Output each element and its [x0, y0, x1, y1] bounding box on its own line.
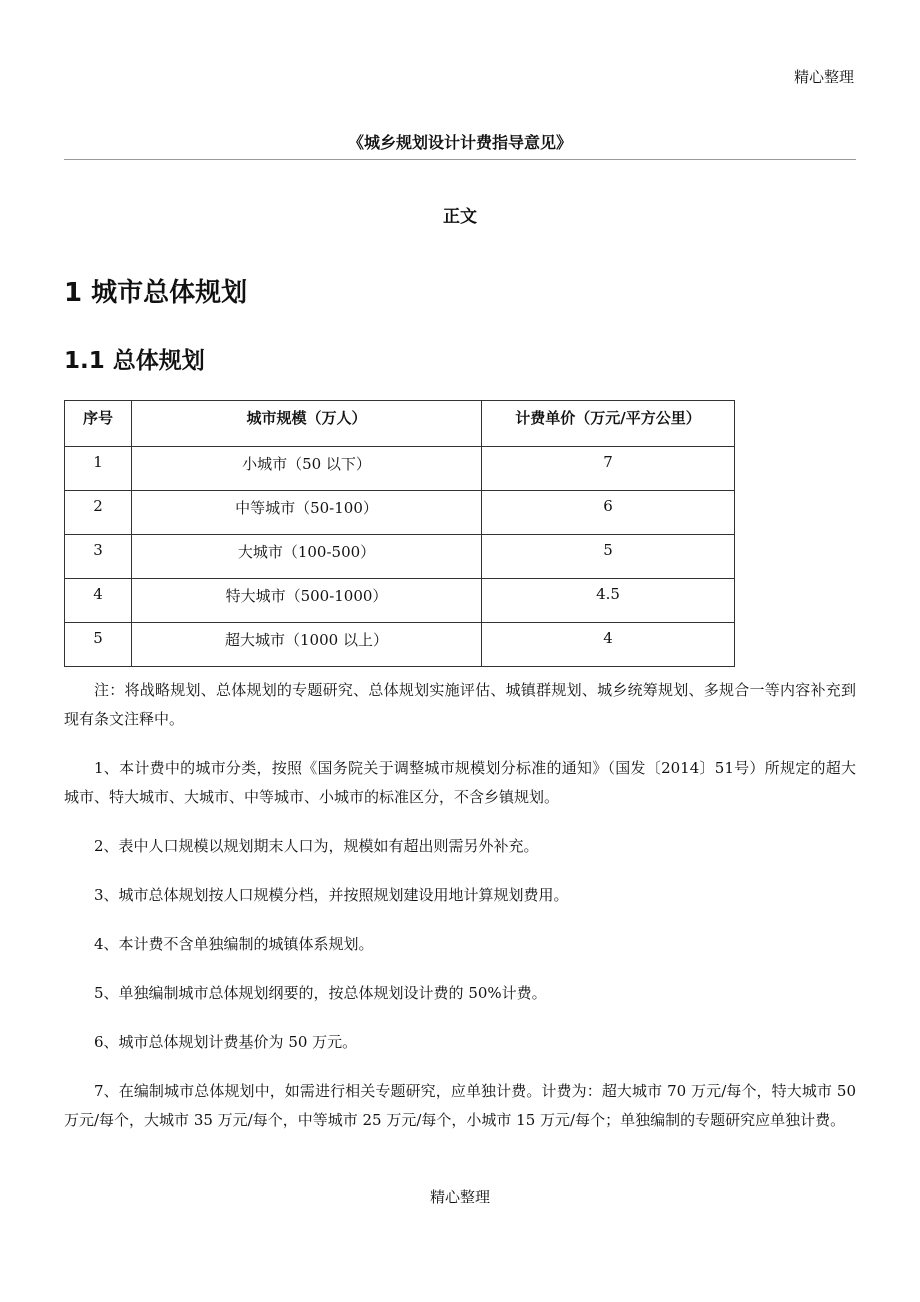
table-cell: 中等城市（50-100）	[132, 491, 482, 535]
note-paragraph: 注：将战略规划、总体规划的专题研究、总体规划实施评估、城镇群规划、城乡统筹规划、多规合一等内容补充到现有条文注释中。	[64, 681, 856, 728]
table-cell: 5	[482, 535, 735, 579]
table-cell: 大城市（100-500）	[132, 535, 482, 579]
notes-section	[64, 676, 856, 1155]
table-cell: 6	[482, 491, 735, 535]
table-cell: 特大城市（500-1000）	[132, 579, 482, 623]
table-cell: 4.5	[482, 579, 735, 623]
table-row	[65, 491, 735, 535]
section-label: 正文	[443, 207, 477, 227]
note-paragraph: 2、表中人口规模以规划期末人口为，规模如有超出则需另外补充。	[94, 837, 539, 855]
table-cell: 超大城市（1000 以上）	[132, 623, 482, 667]
note-paragraph: 4、本计费不含单独编制的城镇体系规划。	[94, 935, 374, 953]
footer-watermark: 精心整理	[429, 1188, 490, 1206]
note-paragraph: 7、在编制城市总体规划中，如需进行相关专题研究，应单独计费。计费为：超大城市 70 万元/每个，特大城市 50 万元/每个，大城市 35 万元/每个，中等城市 25 万元/每个，小城市 15 万元/每个；单独编制的专题研究应单独计费。	[64, 1082, 856, 1129]
note-paragraph: 6、城市总体规划计费基价为 50 万元。	[94, 1033, 358, 1051]
table-row	[65, 447, 735, 491]
table-header-cell: 序号	[65, 401, 132, 447]
table-header-row	[65, 401, 735, 447]
table-row	[65, 535, 735, 579]
table-cell: 4	[65, 579, 132, 623]
table-cell: 5	[65, 623, 132, 667]
document-title: 《城乡规划设计计费指导意见》	[64, 130, 856, 160]
header-watermark: 精心整理	[793, 68, 854, 86]
table-cell: 7	[482, 447, 735, 491]
note-paragraph: 1、本计费中的城市分类，按照《国务院关于调整城市规模划分标准的通知》（国发〔2014〕51号）所规定的超大城市、特大城市、大城市、中等城市、小城市的标准区分，不含乡镇规划。	[64, 759, 856, 806]
heading-level-2: 1.1 总体规划	[64, 348, 205, 374]
note-paragraph: 5、单独编制城市总体规划纲要的，按总体规划设计费的 50%计费。	[94, 984, 547, 1002]
note-paragraph: 3、城市总体规划按人口规模分档，并按照规划建设用地计算规划费用。	[94, 886, 569, 904]
table-cell: 1	[65, 447, 132, 491]
table-row	[65, 623, 735, 667]
fee-table	[64, 400, 735, 667]
table-header-cell: 计费单价（万元/平方公里）	[482, 401, 735, 447]
table-cell: 2	[65, 491, 132, 535]
table-cell: 4	[482, 623, 735, 667]
heading-level-1: 1 城市总体规划	[64, 278, 248, 308]
table-header-cell: 城市规模（万人）	[132, 401, 482, 447]
table-cell: 小城市（50 以下）	[132, 447, 482, 491]
table-row	[65, 579, 735, 623]
table-cell: 3	[65, 535, 132, 579]
